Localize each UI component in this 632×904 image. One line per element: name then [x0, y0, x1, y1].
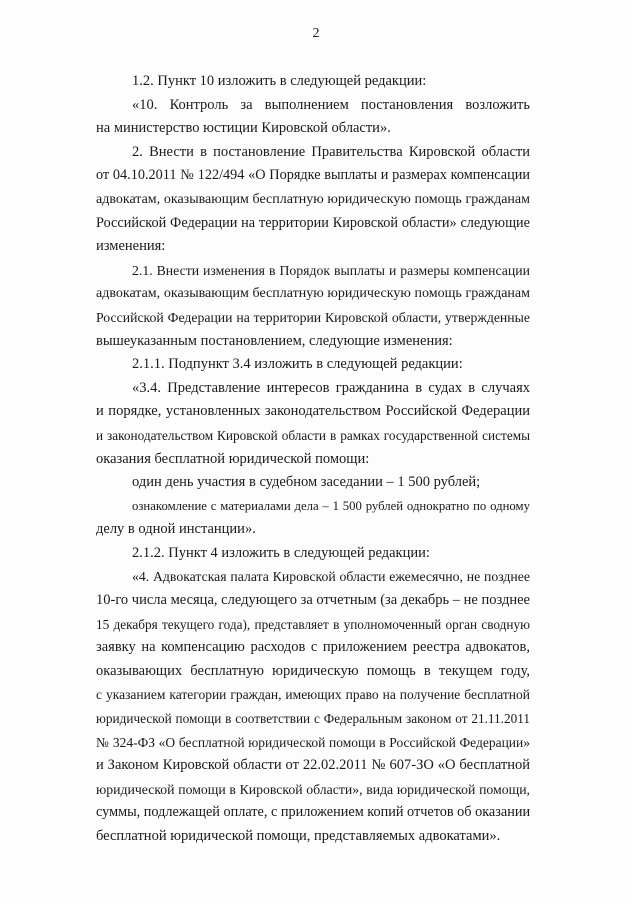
- text-line: вышеуказанным постановлением, следующие изменения:: [96, 332, 453, 349]
- text-line: юридической помощи в соответствии с Федеральным законом от 21.11.2011: [96, 711, 530, 727]
- text-line: и порядке, установленных законодательством Российской Федерации: [96, 403, 530, 420]
- text-line: Российской Федерации на территории Кировской области, утвержденные: [96, 309, 530, 325]
- text-line: 10-го числа месяца, следующего за отчетным (за декабрь – не позднее: [96, 592, 530, 609]
- text-line: оказания бесплатной юридической помощи:: [96, 450, 370, 467]
- text-line: ознакомление с материалами дела – 1 500 рублей однократно по одному: [132, 498, 530, 513]
- text-line: 15 декабря текущего года), представляет в уполномоченный орган сводную: [96, 616, 530, 632]
- text-line: адвокатам, оказывающим бесплатную юридическую помощь гражданам: [96, 286, 530, 302]
- document-body: [96, 70, 530, 849]
- text-line: суммы, подлежащей оплате, с приложением копий отчетов об оказании: [96, 804, 530, 821]
- text-line: оказывающих бесплатную юридическую помощь в текущем году,: [96, 662, 530, 679]
- text-line: Российской Федерации на территории Кировской области» следующие: [96, 214, 530, 231]
- text-line: адвокатам, оказывающим бесплатную юридическую помощь гражданам: [96, 191, 530, 207]
- text-line: 2.1. Внести изменения в Порядок выплаты и размеры компенсации: [132, 262, 530, 278]
- text-line: «4. Адвокатская палата Кировской области ежемесячно, не позднее: [132, 569, 530, 585]
- text-line: юридической помощи в Кировской области», вида юридической помощи,: [96, 781, 530, 797]
- text-line: от 04.10.2011 № 122/494 «О Порядке выплаты и размерах компенсации: [96, 167, 530, 184]
- text-line: один день участия в судебном заседании – 1 500 рублей;: [132, 474, 481, 491]
- text-line: бесплатной юридической помощи, представляемых адвокатами».: [96, 828, 501, 844]
- text-line: «3.4. Представление интересов гражданина в судах в случаях: [132, 379, 530, 396]
- page-number: 2: [312, 26, 320, 41]
- text-line: «10. Контроль за выполнением постановления возложить: [132, 96, 530, 113]
- text-line: № 324-ФЗ «О бесплатной юридической помощи в Российской Федерации»: [96, 734, 530, 750]
- text-line: и законодательством Кировской области в рамках государственной системы: [96, 427, 530, 443]
- text-line: 2.1.1. Подпункт 3.4 изложить в следующей редакции:: [132, 356, 463, 373]
- text-line: делу в одной инстанции».: [96, 521, 256, 538]
- text-line: 1.2. Пункт 10 изложить в следующей редакции:: [132, 73, 427, 89]
- text-line: и Законом Кировской области от 22.02.2011 № 607-ЗО «О бесплатной: [96, 757, 530, 774]
- text-line: с указанием категории граждан, имеющих право на получение бесплатной: [96, 687, 530, 703]
- text-line: 2.1.2. Пункт 4 изложить в следующей редакции:: [132, 544, 430, 561]
- text-line: заявку на компенсацию расходов с приложением реестра адвокатов,: [96, 639, 530, 656]
- text-line: 2. Внести в постановление Правительства Кировской области: [132, 143, 530, 160]
- text-line: на министерство юстиции Кировской области».: [96, 120, 391, 137]
- text-line: изменения:: [96, 238, 166, 255]
